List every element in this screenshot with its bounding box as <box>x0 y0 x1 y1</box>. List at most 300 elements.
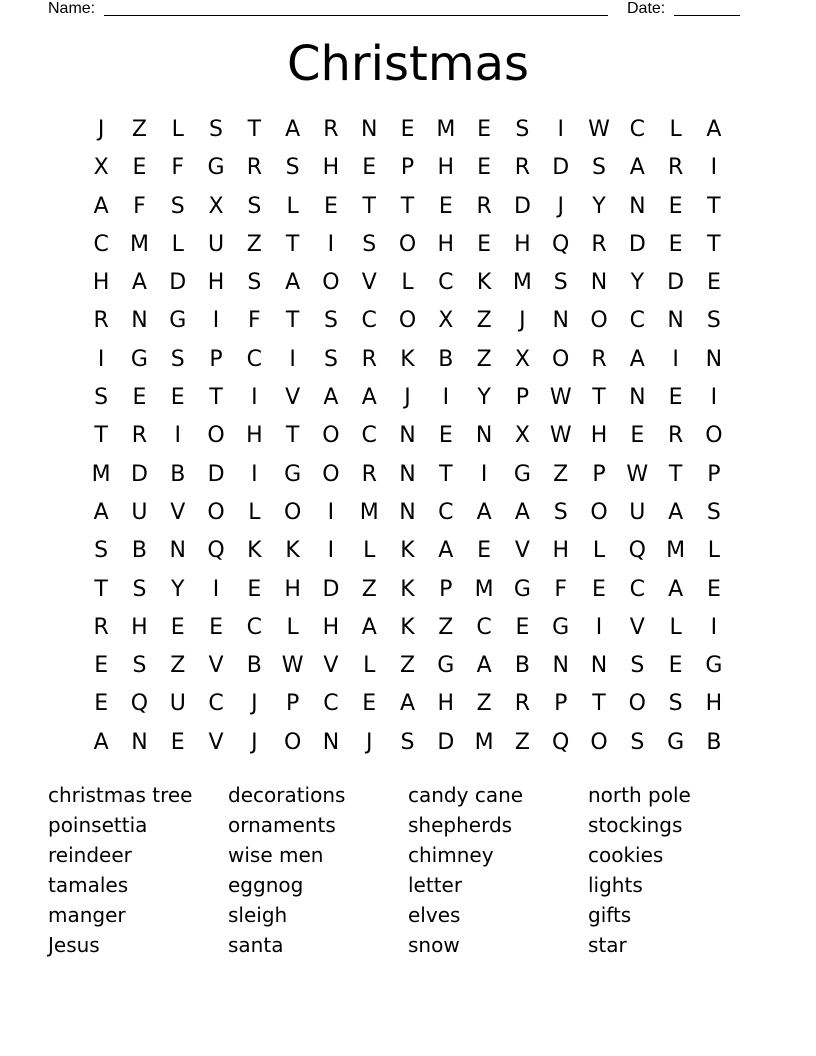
grid-cell[interactable]: T <box>668 461 683 487</box>
grid-cell[interactable]: Z <box>399 653 416 679</box>
grid-cell[interactable]: Z <box>246 231 262 257</box>
grid-cell[interactable]: L <box>669 614 682 640</box>
grid-cell[interactable]: E <box>477 231 492 257</box>
grid-cell[interactable]: I <box>212 308 220 334</box>
grid-cell[interactable]: K <box>400 614 415 640</box>
grid-cell[interactable]: A <box>131 270 147 296</box>
grid-cell[interactable]: R <box>514 691 531 717</box>
grid-cell[interactable]: H <box>514 231 531 257</box>
grid-cell[interactable]: N <box>360 117 378 142</box>
grid-cell[interactable]: E <box>630 423 645 449</box>
grid-cell[interactable]: D <box>169 270 187 296</box>
grid-cell[interactable]: G <box>552 614 570 640</box>
grid-cell[interactable]: F <box>171 155 185 181</box>
grid-cell[interactable]: E <box>94 691 109 717</box>
grid-cell[interactable]: Q <box>130 691 149 717</box>
grid-cell[interactable]: S <box>285 155 300 181</box>
grid-cell[interactable]: M <box>474 729 494 755</box>
grid-cell[interactable]: E <box>706 270 721 296</box>
word-list-item: wise men <box>228 843 324 867</box>
grid-cell[interactable]: A <box>323 385 339 411</box>
grid-cell[interactable]: I <box>672 346 679 372</box>
grid-cell[interactable]: I <box>174 423 181 449</box>
grid-cell[interactable]: J <box>519 308 526 334</box>
grid-cell[interactable]: V <box>170 499 186 525</box>
grid-cell[interactable]: E <box>209 614 223 640</box>
grid-cell[interactable]: S <box>630 653 645 679</box>
grid-cell[interactable]: A <box>438 538 454 564</box>
grid-cell[interactable]: E <box>94 653 109 679</box>
grid-cell[interactable]: A <box>706 117 722 142</box>
grid-cell[interactable]: E <box>400 117 415 142</box>
grid-cell[interactable]: T <box>94 423 108 449</box>
grid-cell[interactable]: O <box>207 499 225 525</box>
grid-cell[interactable]: H <box>437 155 455 181</box>
grid-cell[interactable]: L <box>363 653 376 679</box>
grid-cell[interactable]: E <box>170 614 185 640</box>
grid-cell[interactable]: U <box>131 499 148 525</box>
grid-cell[interactable]: N <box>629 193 646 219</box>
grid-cell[interactable]: S <box>247 193 262 219</box>
grid-cell[interactable]: K <box>400 576 415 602</box>
date-label: Date: <box>627 0 666 17</box>
grid-cell[interactable]: E <box>247 576 262 602</box>
grid-cell[interactable]: A <box>476 499 492 525</box>
grid-cell[interactable]: O <box>322 423 340 449</box>
grid-cell[interactable]: S <box>170 346 185 372</box>
grid-cell[interactable]: A <box>93 193 109 219</box>
grid-cell[interactable]: I <box>327 499 335 525</box>
grid-cell[interactable]: Q <box>628 538 646 564</box>
grid-cell[interactable]: E <box>477 538 492 564</box>
grid-cell[interactable]: N <box>590 653 608 679</box>
grid-cell[interactable]: C <box>629 117 645 142</box>
grid-cell[interactable]: E <box>438 423 453 449</box>
grid-cell[interactable]: E <box>132 385 147 411</box>
grid-cell[interactable]: J <box>404 385 411 411</box>
grid-cell[interactable]: I <box>480 461 488 487</box>
grid-cell[interactable]: R <box>361 461 377 487</box>
grid-cell[interactable]: H <box>322 614 340 640</box>
grid-cell[interactable]: A <box>668 499 684 525</box>
grid-cell[interactable]: O <box>590 729 608 755</box>
grid-cell[interactable]: Z <box>170 653 186 679</box>
grid-cell[interactable]: R <box>514 155 531 181</box>
grid-cell[interactable]: H <box>322 155 340 181</box>
grid-cell[interactable]: D <box>130 461 148 487</box>
grid-cell[interactable]: G <box>284 461 302 487</box>
grid-cell[interactable]: Z <box>476 691 492 717</box>
grid-cell[interactable]: O <box>207 423 225 449</box>
grid-cell[interactable]: X <box>514 346 530 372</box>
grid-cell[interactable]: H <box>131 614 148 640</box>
grid-cell[interactable]: F <box>133 193 146 219</box>
grid-cell[interactable]: T <box>285 231 300 257</box>
grid-cell[interactable]: E <box>668 653 683 679</box>
grid-cell[interactable]: C <box>629 576 645 602</box>
grid-cell[interactable]: C <box>438 270 454 296</box>
grid-cell[interactable]: Z <box>361 576 377 602</box>
grid-cell[interactable]: P <box>707 461 721 487</box>
grid-cell[interactable]: D <box>513 193 531 219</box>
grid-cell[interactable]: O <box>552 346 570 372</box>
grid-cell[interactable]: H <box>92 270 110 296</box>
grid-cell[interactable]: K <box>247 538 262 564</box>
grid-cell[interactable]: N <box>399 423 416 449</box>
grid-cell[interactable]: N <box>399 461 416 487</box>
grid-cell[interactable]: N <box>590 270 608 296</box>
grid-cell[interactable]: A <box>93 499 109 525</box>
name-label: Name: <box>48 0 96 17</box>
grid-cell[interactable]: K <box>476 270 492 296</box>
grid-cell[interactable]: S <box>515 117 530 142</box>
grid-cell[interactable]: G <box>130 346 148 372</box>
grid-cell[interactable]: A <box>361 385 377 411</box>
grid-cell[interactable]: S <box>592 155 606 181</box>
grid-cell[interactable]: I <box>97 346 105 372</box>
grid-cell[interactable]: S <box>247 270 262 296</box>
grid-cell[interactable]: V <box>208 653 224 679</box>
grid-cell[interactable]: O <box>398 231 417 257</box>
grid-cell[interactable]: Y <box>171 576 185 602</box>
grid-cell[interactable]: A <box>399 691 416 717</box>
grid-cell[interactable]: W <box>626 461 649 487</box>
grid-cell[interactable]: G <box>705 653 723 679</box>
grid-cell[interactable]: D <box>437 729 455 755</box>
grid-cell[interactable]: O <box>322 270 340 296</box>
grid-cell[interactable]: E <box>362 155 377 181</box>
grid-cell[interactable]: H <box>246 423 263 449</box>
grid-cell[interactable]: S <box>209 117 224 142</box>
grid-cell[interactable]: T <box>592 385 606 411</box>
grid-cell[interactable]: E <box>362 691 377 717</box>
grid-cell[interactable]: N <box>552 653 569 679</box>
grid-cell[interactable]: P <box>554 691 568 717</box>
grid-cell[interactable]: T <box>247 117 262 142</box>
grid-cell[interactable]: W <box>549 385 572 411</box>
grid-cell[interactable]: L <box>592 538 606 564</box>
grid-cell[interactable]: J <box>97 117 105 142</box>
grid-cell[interactable]: Z <box>476 346 492 372</box>
grid-cell[interactable]: C <box>246 346 263 372</box>
grid-cell[interactable]: O <box>283 499 302 525</box>
grid-cell[interactable]: H <box>437 691 455 717</box>
grid-cell[interactable]: N <box>169 538 186 564</box>
grid-cell[interactable]: E <box>668 231 683 257</box>
grid-cell[interactable]: H <box>590 423 608 449</box>
grid-cell[interactable]: F <box>248 308 261 334</box>
grid-cell[interactable]: X <box>93 155 109 181</box>
grid-cell[interactable]: D <box>667 270 685 296</box>
grid-cell[interactable]: T <box>285 423 300 449</box>
grid-cell[interactable]: R <box>476 193 492 219</box>
grid-cell[interactable]: O <box>322 461 340 487</box>
grid-cell[interactable]: S <box>94 385 109 411</box>
grid-cell[interactable]: B <box>706 729 722 755</box>
grid-cell[interactable]: L <box>286 614 299 640</box>
grid-cell[interactable]: L <box>707 538 721 564</box>
grid-cell[interactable]: S <box>323 346 338 372</box>
grid-cell[interactable]: E <box>668 193 683 219</box>
grid-cell[interactable]: O <box>705 423 723 449</box>
grid-cell[interactable]: T <box>707 193 721 219</box>
grid-cell[interactable]: E <box>515 614 530 640</box>
grid-cell[interactable]: T <box>362 193 376 219</box>
grid-cell[interactable]: R <box>361 346 377 372</box>
grid-cell[interactable]: M <box>91 461 111 487</box>
grid-cell[interactable]: I <box>710 614 718 640</box>
grid-cell[interactable]: V <box>361 270 377 296</box>
grid-cell[interactable]: I <box>251 461 258 487</box>
grid-cell[interactable]: I <box>327 231 335 257</box>
grid-cell[interactable]: N <box>399 499 416 525</box>
grid-cell[interactable]: C <box>323 691 339 717</box>
grid-cell[interactable]: D <box>552 155 570 181</box>
grid-cell[interactable]: N <box>629 385 646 411</box>
grid-cell[interactable]: S <box>132 653 147 679</box>
grid-cell[interactable]: I <box>557 117 564 142</box>
grid-cell[interactable]: N <box>322 729 340 755</box>
grid-cell[interactable]: D <box>322 576 340 602</box>
grid-cell[interactable]: W <box>588 117 610 142</box>
grid-cell[interactable]: M <box>474 576 494 602</box>
grid-cell[interactable]: X <box>514 423 530 449</box>
grid-cell[interactable]: M <box>359 499 379 525</box>
grid-cell[interactable]: A <box>285 270 301 296</box>
word-list-item: decorations <box>228 783 346 807</box>
grid-cell[interactable]: O <box>628 691 646 717</box>
grid-cell[interactable]: G <box>667 729 685 755</box>
grid-cell[interactable]: N <box>552 308 569 334</box>
grid-cell[interactable]: O <box>283 729 302 755</box>
grid-cell[interactable]: H <box>552 538 569 564</box>
grid-cell[interactable]: C <box>361 308 377 334</box>
grid-cell[interactable]: C <box>361 423 377 449</box>
grid-cell[interactable]: T <box>592 691 606 717</box>
grid-cell[interactable]: I <box>327 538 335 564</box>
grid-cell[interactable]: N <box>131 308 148 334</box>
grid-cell[interactable]: P <box>209 346 223 372</box>
grid-cell[interactable]: E <box>592 576 606 602</box>
grid-cell[interactable]: S <box>362 231 377 257</box>
grid-cell[interactable]: A <box>285 117 301 142</box>
grid-cell[interactable]: O <box>398 308 417 334</box>
grid-cell[interactable]: G <box>169 308 187 334</box>
grid-cell[interactable]: U <box>629 499 646 525</box>
grid-cell[interactable]: M <box>129 231 149 257</box>
grid-cell[interactable]: I <box>442 385 450 411</box>
grid-cell[interactable]: Q <box>207 538 225 564</box>
grid-cell[interactable]: B <box>438 346 454 372</box>
grid-cell[interactable]: V <box>208 729 224 755</box>
grid-cell[interactable]: H <box>284 576 301 602</box>
grid-cell[interactable]: P <box>285 691 300 717</box>
grid-cell[interactable]: V <box>514 538 530 564</box>
word-list-item: north pole <box>588 783 691 807</box>
grid-cell[interactable]: T <box>400 193 415 219</box>
grid-cell[interactable]: Q <box>552 231 570 257</box>
grid-cell[interactable]: S <box>94 538 109 564</box>
grid-cell[interactable]: S <box>400 729 415 755</box>
grid-cell[interactable]: N <box>705 346 723 372</box>
grid-cell[interactable]: Y <box>592 193 606 219</box>
grid-cell[interactable]: V <box>285 385 301 411</box>
grid-cell[interactable]: G <box>513 576 531 602</box>
grid-cell[interactable]: A <box>476 653 492 679</box>
grid-cell[interactable]: R <box>323 117 339 142</box>
grid-cell[interactable]: T <box>94 576 108 602</box>
grid-cell[interactable]: O <box>590 499 608 525</box>
grid-cell[interactable]: H <box>207 270 225 296</box>
grid-cell[interactable]: R <box>591 231 607 257</box>
grid-cell[interactable]: E <box>170 729 185 755</box>
grid-cell[interactable]: J <box>251 729 258 755</box>
grid-cell[interactable]: K <box>400 346 415 372</box>
grid-cell[interactable]: L <box>669 117 682 142</box>
grid-cell[interactable]: H <box>705 691 723 717</box>
grid-cell[interactable]: L <box>171 231 184 257</box>
grid-cell[interactable]: A <box>668 576 684 602</box>
grid-cell[interactable]: Y <box>630 270 645 296</box>
grid-cell[interactable]: C <box>208 691 224 717</box>
grid-cell[interactable]: I <box>710 155 718 181</box>
grid-cell[interactable]: I <box>251 385 258 411</box>
name-field-line[interactable] <box>104 15 608 16</box>
grid-cell[interactable]: Z <box>438 614 454 640</box>
grid-cell[interactable]: S <box>323 308 338 334</box>
grid-row <box>82 188 736 226</box>
grid-cell[interactable]: B <box>514 653 530 679</box>
date-field-line[interactable] <box>674 15 740 16</box>
grid-cell[interactable]: N <box>131 729 148 755</box>
grid-cell[interactable]: L <box>248 499 261 525</box>
grid-cell[interactable]: I <box>289 346 296 372</box>
grid-cell[interactable]: S <box>668 691 683 717</box>
grid-cell[interactable]: E <box>477 155 492 181</box>
grid-cell[interactable]: E <box>170 385 185 411</box>
grid-cell[interactable]: Z <box>131 117 147 142</box>
grid-cell[interactable]: T <box>285 308 300 334</box>
grid-cell[interactable]: R <box>667 155 684 181</box>
grid-cell[interactable]: P <box>439 576 453 602</box>
grid-cell[interactable]: G <box>437 653 455 679</box>
grid-cell[interactable]: H <box>437 231 455 257</box>
grid-cell[interactable]: A <box>361 614 377 640</box>
word-list-item: Jesus <box>48 933 100 957</box>
grid-cell[interactable]: R <box>246 155 262 181</box>
grid-cell[interactable]: M <box>436 117 456 142</box>
grid-cell[interactable]: P <box>592 461 606 487</box>
grid-cell[interactable]: U <box>169 691 186 717</box>
word-list-item: ornaments <box>228 813 336 837</box>
grid-cell[interactable]: I <box>595 614 603 640</box>
grid-cell[interactable]: R <box>93 614 109 640</box>
grid-cell[interactable]: W <box>549 423 572 449</box>
grid-cell[interactable]: E <box>668 385 683 411</box>
grid-cell[interactable]: C <box>93 231 109 257</box>
grid-cell[interactable]: S <box>553 270 568 296</box>
grid-cell[interactable]: S <box>170 193 185 219</box>
grid-cell[interactable]: L <box>286 193 299 219</box>
grid-cell[interactable]: W <box>281 653 304 679</box>
grid-cell[interactable]: P <box>515 385 530 411</box>
grid-cell[interactable]: J <box>557 193 564 219</box>
grid-cell[interactable]: Z <box>514 729 530 755</box>
grid-cell[interactable]: G <box>207 155 225 181</box>
grid-cell[interactable]: R <box>93 308 109 334</box>
grid-cell[interactable]: I <box>212 576 220 602</box>
grid-cell[interactable]: N <box>475 423 493 449</box>
grid-cell[interactable]: S <box>706 499 721 525</box>
grid-cell[interactable]: L <box>363 538 376 564</box>
grid-cell[interactable]: O <box>590 308 608 334</box>
grid-cell[interactable]: K <box>285 538 300 564</box>
grid-cell[interactable]: T <box>707 231 721 257</box>
grid-cell[interactable]: E <box>438 193 453 219</box>
grid-cell[interactable]: L <box>171 117 184 142</box>
grid-cell[interactable]: B <box>170 461 186 487</box>
grid-cell[interactable]: E <box>323 193 338 219</box>
grid-cell[interactable]: S <box>553 499 568 525</box>
grid-cell[interactable]: T <box>439 461 453 487</box>
grid-cell[interactable]: A <box>93 729 109 755</box>
grid-cell[interactable]: J <box>251 691 258 717</box>
grid-cell[interactable]: X <box>438 308 454 334</box>
grid-cell[interactable]: D <box>628 231 646 257</box>
grid-cell[interactable]: R <box>591 346 607 372</box>
grid-cell[interactable]: Q <box>552 729 570 755</box>
grid-cell[interactable]: B <box>246 653 262 679</box>
grid-cell[interactable]: K <box>400 538 415 564</box>
grid-cell[interactable]: E <box>706 576 721 602</box>
grid-cell[interactable]: D <box>207 461 225 487</box>
grid-cell[interactable]: A <box>629 346 645 372</box>
grid-cell[interactable]: Y <box>477 385 491 411</box>
grid-cell[interactable]: C <box>246 614 263 640</box>
grid-cell[interactable]: F <box>554 576 568 602</box>
grid-cell[interactable]: P <box>400 155 415 181</box>
grid-cell[interactable]: X <box>208 193 224 219</box>
grid-cell[interactable]: G <box>513 461 531 487</box>
grid-cell[interactable]: V <box>323 653 339 679</box>
grid-cell[interactable]: I <box>710 385 718 411</box>
grid-row <box>82 264 736 302</box>
grid-cell[interactable]: C <box>629 308 645 334</box>
grid-cell[interactable]: B <box>131 538 147 564</box>
grid-cell[interactable]: E <box>132 155 147 181</box>
grid-cell[interactable]: S <box>706 308 721 334</box>
grid-cell[interactable]: T <box>209 385 223 411</box>
grid-cell[interactable]: M <box>512 270 532 296</box>
grid-cell[interactable]: S <box>630 729 645 755</box>
grid-cell[interactable]: M <box>666 538 686 564</box>
grid-cell[interactable]: R <box>131 423 148 449</box>
grid-cell[interactable]: U <box>207 231 225 257</box>
grid-cell[interactable]: R <box>667 423 684 449</box>
grid-cell[interactable]: C <box>438 499 454 525</box>
grid-cell[interactable]: L <box>401 270 414 296</box>
grid-cell[interactable]: S <box>132 576 147 602</box>
grid-cell[interactable]: Z <box>476 308 492 334</box>
grid-cell[interactable]: V <box>629 614 645 640</box>
grid-cell[interactable]: A <box>629 155 645 181</box>
grid-cell[interactable]: N <box>667 308 684 334</box>
grid-cell[interactable]: A <box>514 499 530 525</box>
grid-cell[interactable]: E <box>477 117 492 142</box>
grid-cell[interactable]: C <box>476 614 492 640</box>
grid-cell[interactable]: J <box>365 729 373 755</box>
grid-cell[interactable]: Z <box>553 461 569 487</box>
